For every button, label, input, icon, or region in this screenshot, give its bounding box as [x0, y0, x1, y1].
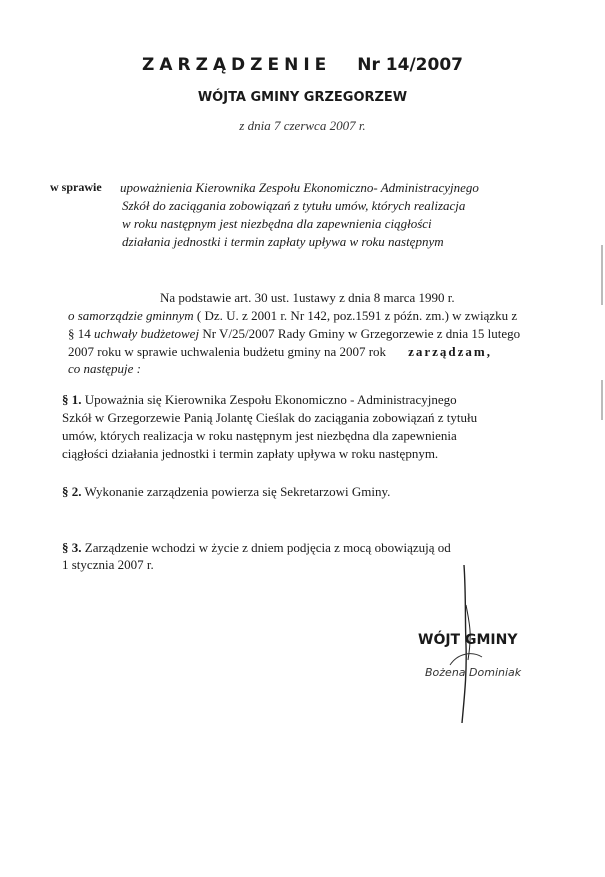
paragraph-3 [62, 540, 451, 556]
basis-text: 2007 roku w sprawie uchwalenia budżetu gminy na 2007 rok [68, 344, 387, 359]
document-number: Nr 14/2007 [357, 55, 463, 75]
basis-line: co następuje : [68, 361, 141, 376]
paragraph-label: § 1. [62, 392, 82, 407]
subject-line: w roku następnym jest niezbędna dla zapewnienia ciągłości [122, 216, 432, 231]
subject-line: upoważnienia Kierownika Zespołu Ekonomiczno- Administracyjnego [120, 180, 479, 195]
paragraph-line: 1 stycznia 2007 r. [62, 557, 154, 572]
paragraph-line: ciągłości działania jednostki i termin zapłaty upływa w roku następnym. [62, 446, 439, 461]
document-date: z dnia 7 czerwca 2007 r. [239, 118, 366, 133]
paragraph-line: umów, których realizacja w roku następnym jest niezbędna dla zapewnienia [62, 428, 457, 443]
basis-line: Na podstawie art. 30 ust. 1ustawy z dnia 8 marca 1990 r. [160, 290, 455, 305]
title-word: ZARZĄDZENIE [142, 55, 332, 75]
scan-edge-mark [601, 380, 603, 420]
document-subtitle: WÓJTA GMINY GRZEGORZEW [197, 90, 408, 105]
basis-line [68, 344, 492, 360]
signature-title: WÓJT GMINY [418, 632, 518, 648]
paragraph-label: § 3. [62, 540, 82, 555]
basis-italic: uchwały budżetowej [94, 326, 200, 341]
paragraph-label: § 2. [62, 484, 82, 499]
basis-italic: o samorządzie gminnym [68, 308, 194, 323]
paragraph-1 [62, 392, 457, 408]
subject-line: działania jednostki i termin zapłaty upływa w roku następnym [122, 234, 444, 249]
subject-label: w sprawie [50, 180, 102, 194]
scan-edge-mark [601, 245, 603, 305]
signature-name: Bożena Dominiak [425, 666, 522, 679]
basis-line [68, 326, 520, 342]
subject-line: Szkół do zaciągania zobowiązań z tytułu umów, których realizacja [122, 198, 466, 213]
decision-word: zarządzam, [408, 344, 492, 359]
basis-line [68, 308, 517, 324]
basis-text: ( Dz. U. z 2001 r. Nr 142, poz.1591 z późn. zm.) w związku z [193, 308, 518, 323]
paragraph-2 [62, 484, 390, 500]
paragraph-text: Upoważnia się Kierownika Zespołu Ekonomiczno - Administracyjnego [81, 392, 457, 407]
paragraph-line: Szkół w Grzegorzewie Panią Jolantę Cieślak do zaciągania zobowiązań z tytułu [62, 410, 478, 425]
paragraph-text: Wykonanie zarządzenia powierza się Sekretarzowi Gminy. [81, 484, 391, 499]
paragraph-text: Zarządzenie wchodzi w życie z dniem podjęcia z mocą obowiązują od [81, 540, 451, 555]
basis-text: Nr V/25/2007 Rady Gminy w Grzegorzewie z dnia 15 lutego [199, 326, 521, 341]
document-title [0, 55, 605, 75]
basis-text: § 14 [68, 326, 94, 341]
